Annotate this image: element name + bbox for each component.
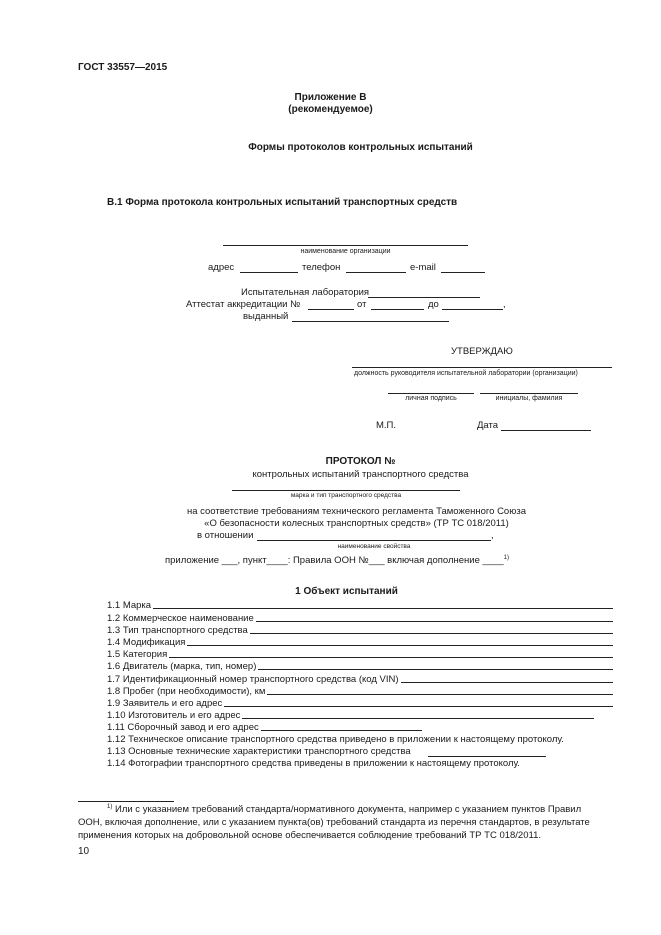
protocol-title: ПРОТОКОЛ №	[325, 456, 396, 467]
object-row-label: 1.8 Пробег (при необходимости), км	[107, 686, 266, 697]
object-row-fill	[224, 706, 613, 707]
object-row-label: 1.9 Заявитель и его адрес	[107, 698, 223, 709]
object-row-fill	[169, 657, 613, 658]
lab-label: Испытательная лаборатория	[241, 287, 370, 298]
object-item-14: 1.14 Фотографии транспортного средства приведены в приложении к настоящему протоколу.	[107, 758, 520, 769]
date-line	[501, 430, 591, 431]
object-row	[107, 709, 594, 721]
org-name-caption: наименование организации	[300, 248, 391, 255]
issued-label: выданный	[243, 311, 289, 322]
object-row-label: 1.5 Категория	[107, 649, 168, 660]
forms-title: Формы протоколов контрольных испытаний	[248, 142, 473, 153]
compliance-line-2: «О безопасности колесных транспортных средств» (ТР ТС 018/2011)	[204, 518, 509, 529]
object-row-label: 1.2 Коммерческое наименование	[107, 613, 254, 624]
object-row	[107, 648, 613, 660]
approve-title: УТВЕРЖДАЮ	[451, 346, 513, 357]
initials-caption: инициалы, фамилия	[495, 395, 563, 402]
attest-to-label: до	[428, 299, 439, 310]
attest-label: Аттестат аккредитации №	[186, 299, 301, 310]
object-row-fill	[187, 645, 613, 646]
page-number: 10	[78, 846, 90, 857]
object-row-fill	[242, 718, 594, 719]
object-row-fill	[153, 608, 613, 609]
attest-comma: ,	[503, 299, 506, 310]
object-row-fill	[258, 669, 613, 670]
position-line	[352, 367, 612, 368]
object-row-label: 1.6 Двигатель (марка, тип, номер)	[107, 661, 257, 672]
brand-line	[232, 490, 460, 491]
address-label: адрес	[208, 262, 235, 273]
object-row-fill	[256, 621, 613, 622]
property-line	[257, 540, 491, 541]
footnote-text-1: Или с указанием требований стандарта/нормативного документа, например с указанием пунктов Правил	[114, 804, 582, 815]
regarding-label: в отношении	[197, 530, 254, 541]
phone-label: телефон	[302, 262, 341, 273]
attest-from-line	[371, 309, 424, 310]
stamp-label: М.П.	[376, 420, 397, 431]
object-row	[107, 660, 613, 672]
footnote-line-3: применения которых на добровольной основе обеспечивается соблюдение требований ТР ТС 018/2011.	[78, 830, 541, 841]
org-name-line	[223, 245, 468, 246]
object-row	[107, 636, 613, 648]
object-row-label: 1.7 Идентификационный номер транспортного средства (код VIN)	[107, 674, 399, 685]
initials-line	[480, 393, 578, 394]
object-row-label: 1.1 Марка	[107, 600, 152, 611]
footnote-mark: 1)	[107, 803, 113, 810]
object-row	[107, 599, 613, 611]
object-row-fill	[401, 682, 613, 683]
object-row	[107, 673, 613, 685]
object-item-12: 1.12 Техническое описание транспортного средства приведено в приложении к настоящему протоколу.	[107, 734, 564, 745]
attest-number-line	[308, 309, 354, 310]
annex-line	[165, 555, 509, 566]
signature-line	[388, 393, 474, 394]
property-caption: наименование свойства	[337, 543, 411, 550]
object-row-fill	[261, 730, 422, 731]
regarding-comma: ,	[491, 530, 494, 541]
standard-header: ГОСТ 33557—2015	[78, 62, 168, 73]
object-row	[107, 612, 613, 624]
attest-from-label: от	[357, 299, 367, 310]
date-label: Дата	[477, 420, 499, 431]
footnote-line-1	[107, 803, 581, 816]
lab-line	[368, 297, 480, 298]
protocol-subtitle: контрольных испытаний транспортного средства	[252, 469, 469, 480]
object-row-label: 1.11 Сборочный завод и его адрес	[107, 722, 259, 733]
position-caption: должность руководителя испытательной лаборатории (организации)	[354, 370, 578, 377]
signature-caption: личная подпись	[405, 395, 457, 402]
appendix-title: Приложение В	[294, 92, 367, 103]
brand-caption: марка и тип транспортного средства	[290, 492, 402, 499]
address-line	[240, 272, 298, 273]
object-row	[107, 624, 613, 636]
object-item-13: 1.13 Основные технические характеристики транспортного средства	[107, 746, 411, 757]
phone-line	[346, 272, 406, 273]
attest-to-line	[442, 309, 503, 310]
email-label: e-mail	[410, 262, 436, 273]
object-item-13-line	[428, 756, 546, 757]
object-row-label: 1.3 Тип транспортного средства	[107, 625, 248, 636]
appendix-type: (рекомендуемое)	[288, 104, 373, 115]
object-row	[107, 697, 613, 709]
compliance-line-1: на соответствие требованиям технического регламента Таможенного Союза	[187, 506, 526, 517]
annex-footnote-mark: 1)	[503, 554, 510, 561]
object-row-fill	[250, 633, 613, 634]
object-row	[107, 685, 613, 697]
annex-text: приложение ___, пункт____: Правила ООН №___ включая дополнение ____	[165, 555, 504, 566]
footnote-line-2: ООН, включая дополнение, или с указанием пункта(ов) требований стандарта из перечня стандартов, в результате	[78, 817, 590, 828]
object-row-fill	[267, 694, 613, 695]
object-title: 1 Объект испытаний	[295, 586, 398, 597]
object-row-label: 1.4 Модификация	[107, 637, 186, 648]
issued-line	[292, 321, 449, 322]
footnote-separator	[78, 801, 174, 802]
object-row-label: 1.10 Изготовитель и его адрес	[107, 710, 241, 721]
section-b1-title: В.1 Форма протокола контрольных испытаний транспортных средств	[107, 197, 458, 208]
email-line	[441, 272, 485, 273]
object-row	[107, 721, 422, 733]
